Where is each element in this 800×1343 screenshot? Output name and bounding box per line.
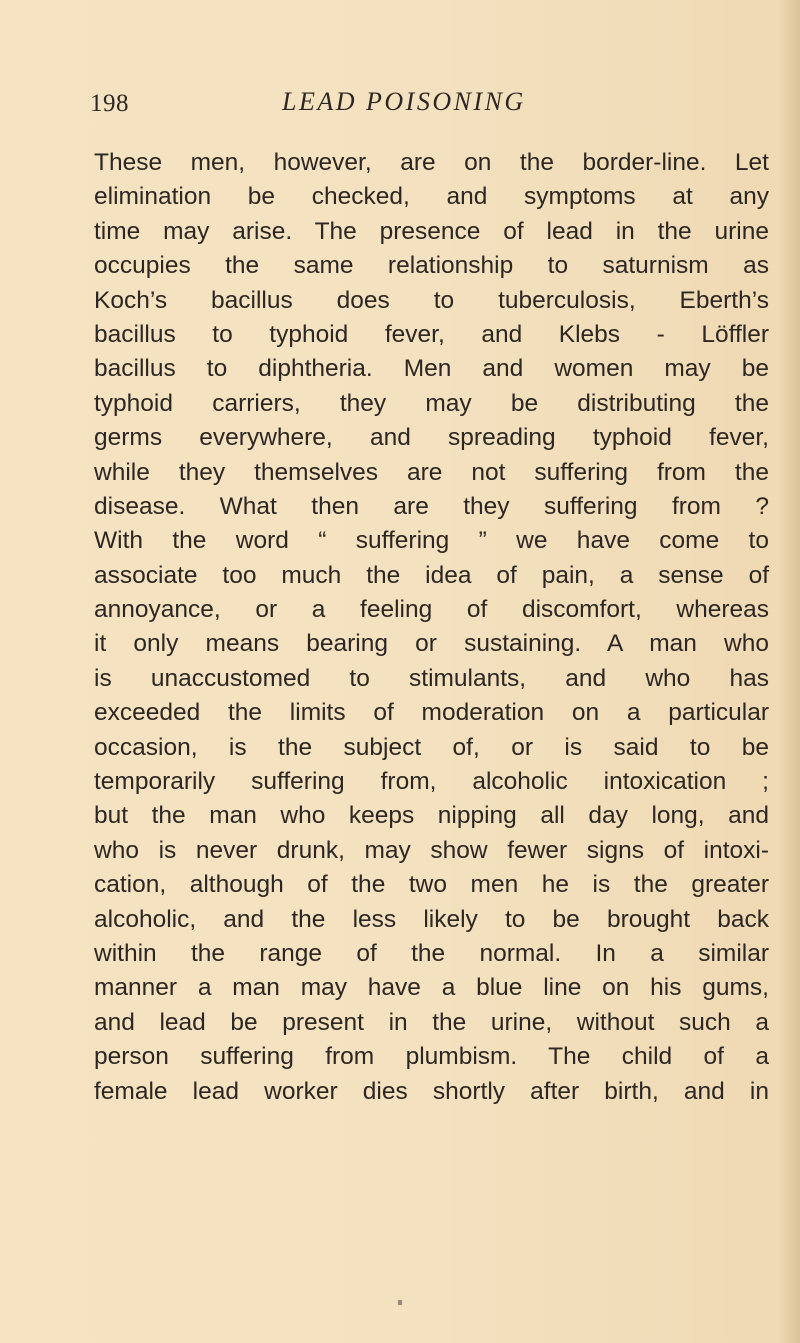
text-line: annoyance, or a feeling of discomfort, whereas — [94, 596, 769, 624]
text-line: bacillus to diphtheria. Men and women may be — [94, 355, 769, 383]
text-line: cation, although of the two men he is the greater — [94, 871, 769, 899]
text-line: germs everywhere, and spreading typhoid fever, — [94, 424, 769, 452]
text-line: time may arise. The presence of lead in the urine — [94, 217, 769, 245]
text-line: and lead be present in the urine, without such a — [94, 1008, 769, 1036]
page-number: 198 — [90, 90, 129, 117]
text-line: female lead worker dies shortly after birth, and in — [94, 1077, 769, 1105]
running-title: LEAD POISONING — [282, 87, 526, 116]
text-line: is unaccustomed to stimulants, and who has — [94, 664, 769, 692]
text-line: while they themselves are not suffering from the — [94, 458, 769, 486]
text-line: alcoholic, and the less likely to be brought back — [94, 905, 769, 933]
text-line: bacillus to typhoid fever, and Klebs - Löffler — [94, 320, 769, 348]
text-line: With the word “ suffering ” we have come to — [94, 527, 769, 555]
text-line: occupies the same relationship to saturnism as — [94, 252, 769, 280]
text-line: within the range of the normal. In a similar — [94, 939, 769, 967]
text-line: Koch’s bacillus does to tuberculosis, Eberth’s — [94, 286, 769, 314]
body-text — [94, 146, 769, 1109]
text-line: person suffering from plumbism. The child of a — [94, 1043, 769, 1071]
text-line: elimination be checked, and symptoms at any — [94, 183, 769, 211]
text-line: manner a man may have a blue line on his gums, — [94, 974, 769, 1002]
printer-mark — [398, 1300, 402, 1305]
text-line: disease. What then are they suffering from ? — [94, 492, 769, 520]
text-line: occasion, is the subject of, or is said to be — [94, 733, 769, 761]
text-line: These men, however, are on the border-line. Let — [94, 149, 769, 176]
text-line: associate too much the idea of pain, a sense of — [94, 561, 769, 589]
text-line: temporarily suffering from, alcoholic intoxication ; — [94, 768, 769, 796]
text-line: but the man who keeps nipping all day long, and — [94, 802, 769, 830]
page-edge-shadow — [778, 0, 800, 1343]
text-line: typhoid carriers, they may be distributing the — [94, 389, 769, 417]
running-head — [90, 87, 760, 130]
text-line: exceeded the limits of moderation on a particular — [94, 699, 769, 727]
text-line: who is never drunk, may show fewer signs of intoxi- — [94, 836, 769, 864]
text-line: it only means bearing or sustaining. A man who — [94, 630, 769, 658]
